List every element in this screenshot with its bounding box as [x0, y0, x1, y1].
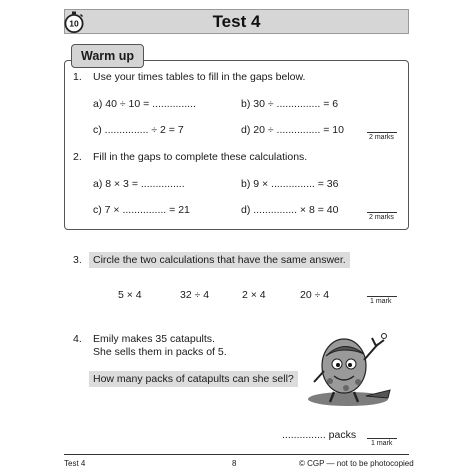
q1-item-b[interactable]: b) 30 ÷ ............... = 6: [241, 98, 339, 110]
q4-answer-blank[interactable]: ............... packs: [282, 429, 357, 441]
footer-left: Test 4: [64, 459, 86, 468]
q3-option-1[interactable]: 5 × 4: [118, 289, 142, 301]
q2-item-d[interactable]: d) ............... × 8 = 40: [241, 204, 339, 216]
q1-item-d[interactable]: d) 20 ÷ ............... = 10: [241, 124, 344, 136]
q4-line-2: She sells them in packs of 5.: [93, 346, 227, 358]
timer-minutes: 10: [69, 18, 79, 29]
page-number: 8: [232, 459, 237, 468]
q1-number: 1.: [73, 71, 82, 83]
footer-copyright: © CGP — not to be photocopied: [299, 459, 414, 468]
q2-marks: 2 marks: [369, 214, 394, 221]
q1-item-c[interactable]: c) ............... ÷ 2 = 7: [93, 124, 184, 136]
q2-item-a[interactable]: a) 8 × 3 = ...............: [93, 178, 185, 190]
q2-marks-line: [367, 212, 397, 213]
stopwatch-icon: [63, 11, 85, 33]
q2-item-b[interactable]: b) 9 × ............... = 36: [241, 178, 339, 190]
q1-marks-line: [367, 132, 397, 133]
q4-line-1: Emily makes 35 catapults.: [93, 333, 215, 345]
q4-question: How many packs of catapults can she sell?: [89, 371, 298, 387]
q3-marks-line: [367, 296, 397, 297]
q3-number: 3.: [73, 254, 82, 266]
q1-marks: 2 marks: [369, 134, 394, 141]
q2-number: 2.: [73, 151, 82, 163]
q1-item-a[interactable]: a) 40 ÷ 10 = ...............: [93, 98, 196, 110]
warm-up-label: Warm up: [71, 44, 144, 68]
q1-instruction: Use your times tables to fill in the gaps below.: [93, 71, 306, 83]
q3-marks: 1 mark: [370, 298, 392, 305]
q4-number: 4.: [73, 333, 82, 345]
q3-instruction: Circle the two calculations that have the same answer.: [89, 252, 350, 268]
footer-rule: [64, 454, 409, 455]
q4-marks: 1 mark: [371, 440, 393, 447]
q4-marks-line: [367, 438, 397, 439]
q3-option-3[interactable]: 2 × 4: [242, 289, 266, 301]
q3-option-4[interactable]: 20 ÷ 4: [300, 289, 330, 301]
q2-instruction: Fill in the gaps to complete these calculations.: [93, 151, 308, 163]
q2-item-c[interactable]: c) 7 × ............... = 21: [93, 204, 190, 216]
catapult-character-illustration: [306, 326, 398, 408]
page-title: Test 4: [212, 12, 261, 31]
q3-option-2[interactable]: 32 ÷ 4: [180, 289, 210, 301]
